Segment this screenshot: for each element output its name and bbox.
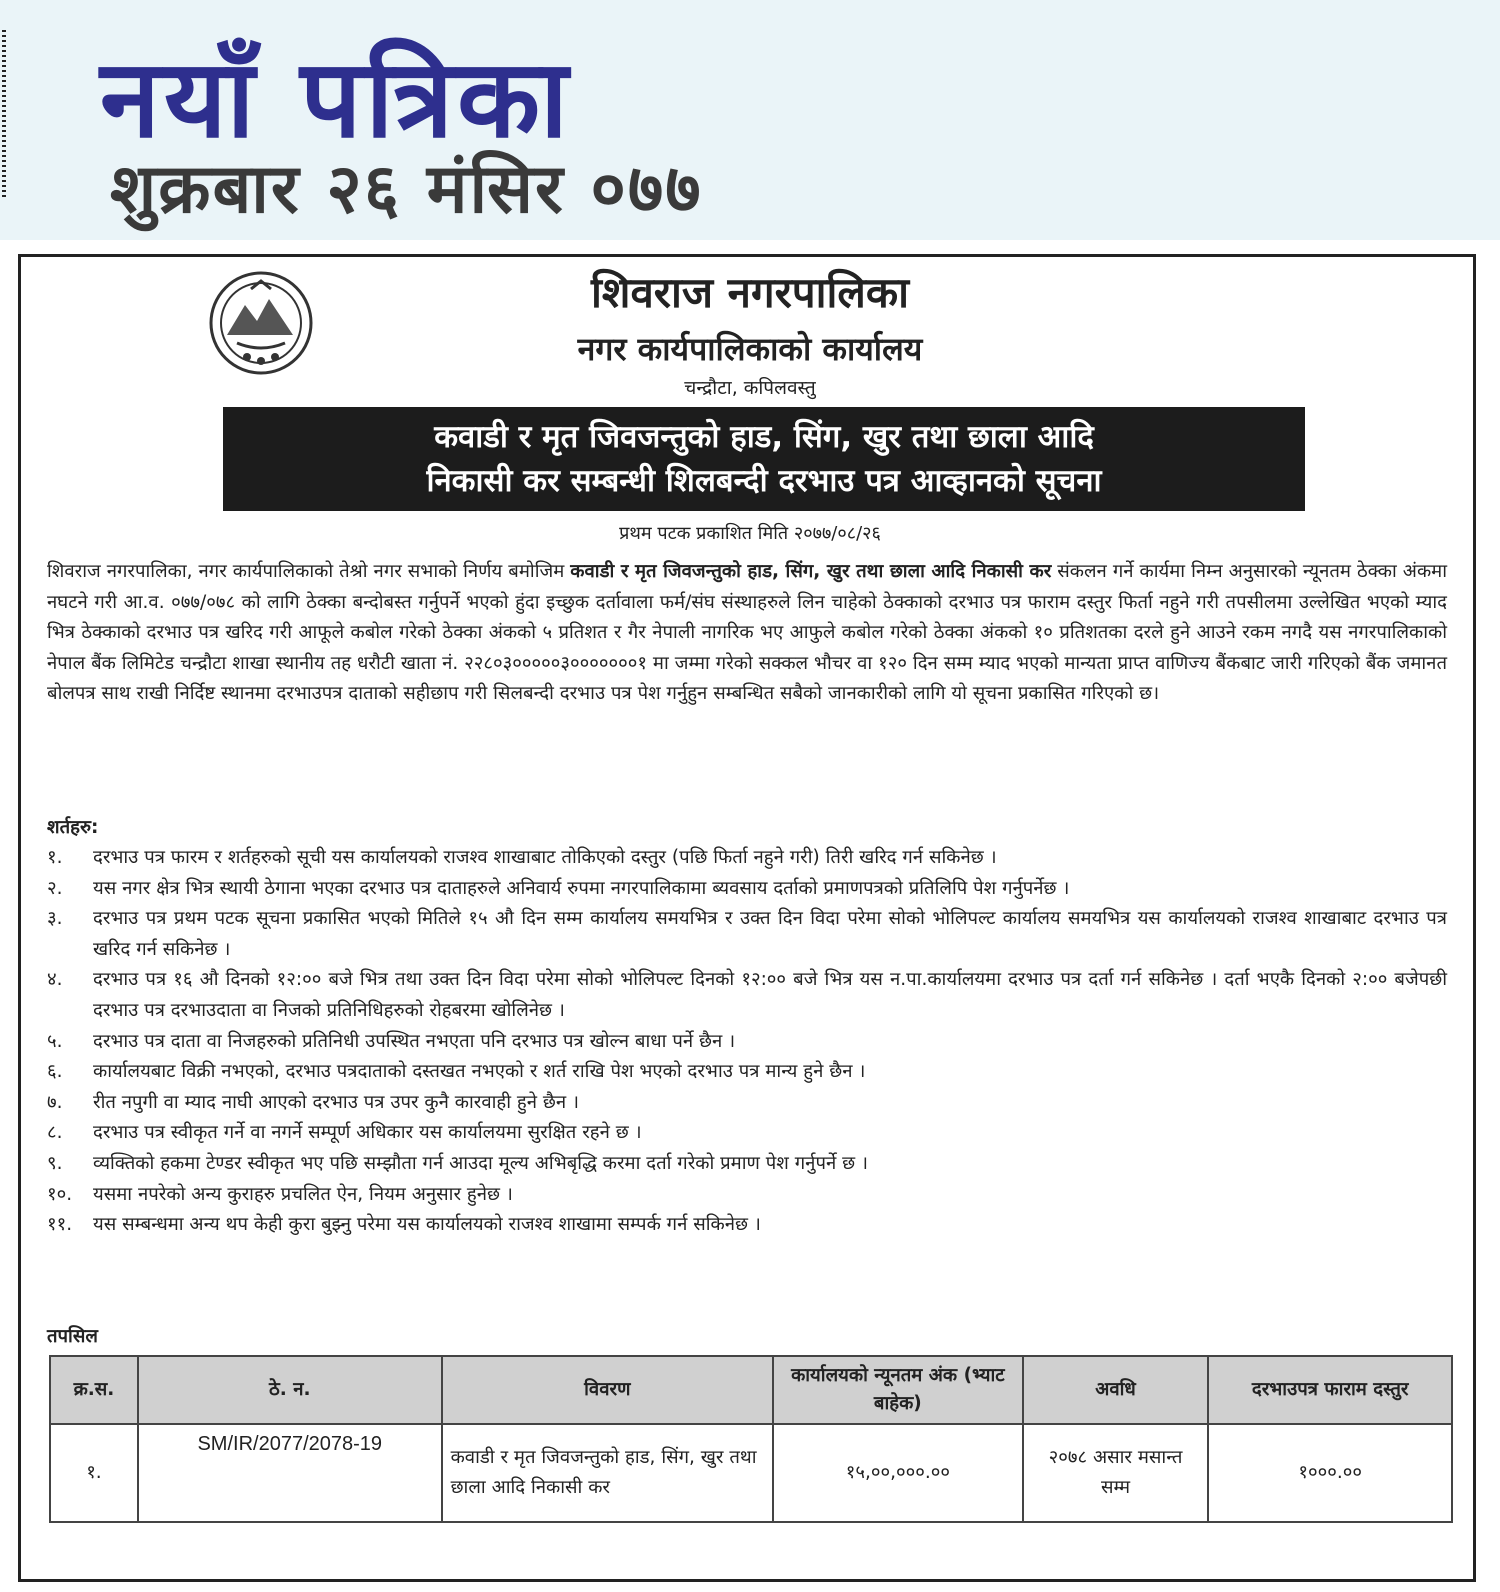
newspaper-masthead [0,0,1500,240]
term-text: यस नगर क्षेत्र भित्र स्थायी ठेगाना भएका दरभाउ पत्र दाताहरुले अनिवार्य रुपमा नगरपालिकामा ब्यवसाय दर्ताको प्रमाणपत्रको प्रतिलिपि पेश गर्नुपर्नेछ । [93,877,1070,899]
term-item [47,874,1447,905]
terms-heading: शर्तहरु: [47,817,99,838]
term-item [47,965,1447,1026]
term-number: ५. [47,1030,63,1052]
term-text: यसमा नपरेको अन्य कुराहरु प्रचलित ऐन, नियम अनुसार हुनेछ । [93,1183,513,1205]
column-header-tender-no: ठे. न. [138,1356,442,1424]
schedule-table [49,1355,1453,1523]
body-highlight: कवाडी र मृत जिवजन्तुको हाड, सिंग, खुर तथा छाला आदि निकासी कर [570,561,1052,582]
municipality-name: शिवराज नगरपालिका [591,268,909,317]
term-text: दरभाउ पत्र फारम र शर्तहरुको सूची यस कार्यालयको राजश्व शाखाबाट तोकिएको दस्तुर (पछि फिर्ता नहुने गरी) तिरी खरिद गर्न सकिनेछ । [93,847,997,868]
schedule-heading: तपसिल [47,1326,98,1347]
term-text: दरभाउ पत्र १६ औ दिनको १२:०० बजे भित्र तथा उक्त दिन विदा परेमा सोको भोलिपल्ट दिनको १२:०० बजे भित्र यस न.पा.कार्यालयमा दरभाउ पत्र दर्ता गर्न सकिनेछ । दर्ता भएकै दिनको २:०० बजेपछी दरभाउ पत्र दरभाउदाता वा निजको प्रतिनिधिहरुको रोहबरमा खोलिनेछ । [93,969,1447,1021]
term-number: १०. [47,1183,73,1205]
cell-description: कवाडी र मृत जिवजन्तुको हाड, सिंग, खुर तथा छाला आदि निकासी कर [442,1424,773,1522]
term-text: यस सम्बन्धमा अन्य थप केही कुरा बुझ्नु परेमा यस कार्यालयको राजश्व शाखामा सम्पर्क गर्न सकिनेछ । [93,1214,761,1236]
term-text: कार्यालयबाट विक्री नभएको, दरभाउ पत्रदाताको दस्तखत नभएको र शर्त राखि पेश भएको दरभाउ पत्र मान्य हुने छैन । [93,1061,866,1083]
cell-period: २०७८ असार मसान्त सम्म [1023,1424,1209,1522]
term-number: ७. [47,1091,63,1113]
term-text: रीत नपुगी वा म्याद नाघी आएको दरभाउ पत्र उपर कुनै कारवाही हुने छैन । [93,1091,580,1113]
cell-serial: १. [50,1424,138,1522]
term-number: ४. [47,969,63,991]
terms-list [47,843,1447,1241]
first-published-date: प्रथम पटक प्रकाशित मिति २०७७/०८/२६ [619,523,881,544]
notice-title-line-2: निकासी कर सम्बन्धी शिलबन्दी दरभाउ पत्र आव्हानको सूचना [426,463,1102,499]
term-item [47,843,1447,874]
column-header-minimum-amount: कार्यालयको न्यूनतम अंक (भ्याट बाहेक) [773,1356,1023,1424]
cell-form-fee: १०००.०० [1208,1424,1452,1522]
term-number: १. [47,847,63,868]
term-text: व्यक्तिको हकमा टेण्डर स्वीकृत भए पछि सम्झौता गर्न आउदा मूल्य अभिबृद्धि करमा दर्ता गरेको प्रमाण पेश गर्नुपर्ने छ । [93,1152,868,1174]
table-header-row [50,1356,1452,1424]
term-number: ३. [47,908,63,930]
term-item [47,904,1447,965]
table-row [50,1424,1452,1522]
cell-minimum-amount: १५,००,०००.०० [773,1424,1023,1522]
notice-title-line-1: कवाडी र मृत जिवजन्तुको हाड, सिंग, खुर तथा छाला आदि [434,419,1094,455]
body-intro: शिवराज नगरपालिका, नगर कार्यपालिकाको तेश्रो नगर सभाको निर्णय बमोजिम [47,561,565,582]
publication-date: शुक्रबार २६ मंसिर ०७७ [110,150,703,229]
term-number: २. [47,877,63,899]
term-item [47,1088,1447,1119]
column-header-period: अवधि [1023,1356,1209,1424]
term-number: ९. [47,1152,63,1174]
term-item [47,1027,1447,1058]
term-text: दरभाउ पत्र प्रथम पटक सूचना प्रकासित भएको मितिले १५ औ दिन सम्म कार्यालय समयभित्र र उक्त दिन विदा परेमा सोको भोलिपल्ट कार्यालय समयभित्र यस कार्यालयको राजश्व शाखाबाट दरभाउ पत्र खरिद गर्न सकिनेछ । [93,908,1447,960]
notice-box [18,254,1476,1582]
column-header-serial: क्र.स. [50,1356,138,1424]
office-name: नगर कार्यपालिकाको कार्यालय [577,330,923,368]
term-text: दरभाउ पत्र दाता वा निजहरुको प्रतिनिधी उपस्थित नभएता पनि दरभाउ पत्र खोल्न बाधा पर्ने छैन । [93,1030,736,1052]
term-number: ६. [47,1061,63,1083]
term-item [47,1180,1447,1211]
term-number: ११. [47,1214,73,1236]
term-item [47,1210,1447,1241]
term-item [47,1149,1447,1180]
office-location: चन्द्रौटा, कपिलवस्तु [684,377,816,399]
cell-tender-no: SM/IR/2077/2078-19 [138,1424,442,1522]
term-number: ८. [47,1122,63,1144]
column-header-form-fee: दरभाउपत्र फाराम दस्तुर [1208,1356,1452,1424]
scan-edge-marks [2,30,6,200]
notice-body [47,557,1447,710]
notice-title-banner [223,407,1305,511]
term-text: दरभाउ पत्र स्वीकृत गर्ने वा नगर्ने सम्पूर्ण अधिकार यस कार्यालयमा सुरक्षित रहने छ । [93,1122,642,1144]
term-item [47,1057,1447,1088]
newspaper-name: नयाँ पत्रिका [100,37,572,162]
term-item [47,1118,1447,1149]
body-rest: संकलन गर्ने कार्यमा निम्न अनुसारको न्यूनतम ठेक्का अंकमा नघटने गरी आ.व. ०७७/०७८ को लागि ठेक्का बन्दोबस्त गर्नुपर्ने भएको हुंदा इच्छुक दर्तावाला फर्म/संघ संस्थाहरुले लिन चाहेको ठेक्काको दरभाउ पत्र फाराम दस्तुर फिर्ता नहुने गरी तपसीलमा उल्लेखित भएको म्याद भित्र ठेक्काको दरभाउ पत्र खरिद गरी आफूले कबोल गरेको ठेक्का अंकको ५ प्रतिशत र गैर नेपाली नागरिक भए आफुले कबोल गरेको ठेक्का अंकको १० प्रतिशतका दरले हुने आउने रकम नगदै यस नगरपालिकाको नेपाल बैंक लिमिटेड चन्द्रौटा शाखा स्थानीय तह धरौटी खाता नं. २२८०३०००००३०००००००१ मा जम्मा गरेको सक्कल भौचर वा १२० दिन सम्म म्याद भएको मान्यता प्राप्त वाणिज्य बैंकबाट जारी गरिएको बैंक जमानत बोलपत्र साथ राखी निर्दिष्ट स्थानमा दरभाउपत्र दाताको सहीछाप गरी सिलबन्दी दरभाउ पत्र पेश गर्नुहुन सम्बन्धित सबैको जानकारीको लागि यो सूचना प्रकासित गरिएको छ। [47,561,1448,705]
column-header-description: विवरण [442,1356,773,1424]
